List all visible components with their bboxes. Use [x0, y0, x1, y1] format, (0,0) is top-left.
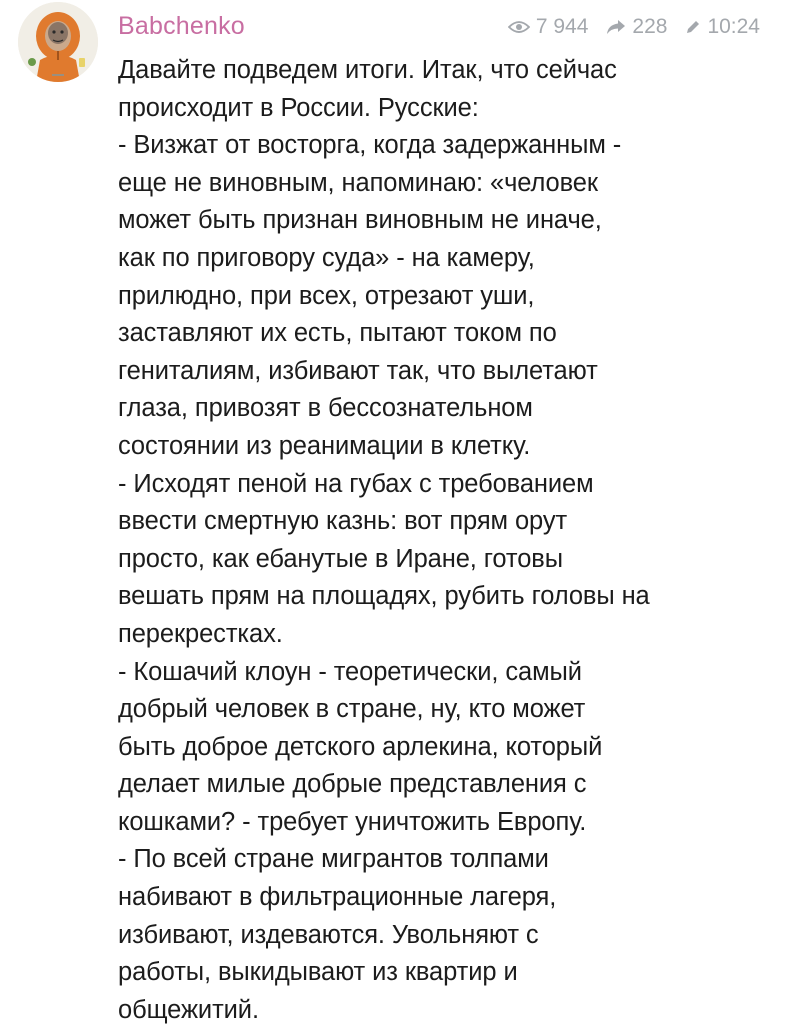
message-line: - Кошачий клоун - теоретически, самый	[118, 657, 582, 686]
message-line: добрый человек в стране, ну, кто может	[118, 695, 586, 724]
message-line: избивают, издеваются. Увольняют с	[118, 920, 539, 949]
post-meta	[508, 14, 760, 40]
message-line: ввести смертную казнь: вот прям орут	[118, 507, 568, 536]
eye-icon	[508, 20, 530, 34]
message-line: - Визжат от восторга, когда задержанным -	[118, 131, 622, 160]
views-count: 7 944	[535, 15, 589, 38]
message-line: заставляют их есть, пытают током по	[118, 319, 557, 348]
views-counter	[508, 14, 589, 40]
message-line: может быть признан виновным не иначе,	[118, 206, 602, 235]
pencil-icon	[685, 19, 701, 35]
message-text	[118, 52, 768, 1029]
message-line: быть доброе детского арлекина, который	[118, 732, 603, 761]
message-line: делает милые добрые представления с	[118, 770, 587, 799]
message-line: набивают в фильтрационные лагеря,	[118, 883, 557, 912]
forwards-counter	[606, 14, 667, 40]
kenny-avatar-icon	[18, 2, 98, 82]
message-line: как по приговору суда» - на камеру,	[118, 243, 535, 272]
message-line: - По всей стране мигрантов толпами	[118, 845, 549, 874]
message-line: перекрестках.	[118, 619, 283, 648]
message-line: происходит в России. Русские:	[118, 93, 479, 122]
post-time: 10:24	[707, 15, 760, 38]
message-line: гениталиям, избивают так, что вылетают	[118, 356, 598, 385]
post-header	[118, 10, 768, 44]
share-arrow-icon	[606, 19, 626, 35]
message-line: - Исходят пеной на губах с требованием	[118, 469, 594, 498]
message-line: общежитий.	[118, 995, 259, 1024]
channel-name-link[interactable]: Babchenko	[118, 12, 245, 40]
message-line: еще не виновным, напоминаю: «человек	[118, 168, 598, 197]
message-line: состоянии из реанимации в клетку.	[118, 431, 531, 460]
post-time-group	[685, 14, 760, 40]
message-line: просто, как ебанутые в Иране, готовы	[118, 544, 563, 573]
message-line: глаза, привозят в бессознательном	[118, 394, 533, 423]
forwards-count: 228	[632, 15, 668, 38]
message-line: вешать прям на площадях, рубить головы на	[118, 582, 650, 611]
channel-avatar[interactable]	[18, 2, 98, 82]
message-line: работы, выкидывают из квартир и	[118, 958, 518, 987]
message-line: прилюдно, при всех, отрезают уши,	[118, 281, 535, 310]
message-line: Давайте подведем итоги. Итак, что сейчас	[118, 56, 617, 84]
message-line: кошками? - требует уничтожить Европу.	[118, 807, 587, 836]
